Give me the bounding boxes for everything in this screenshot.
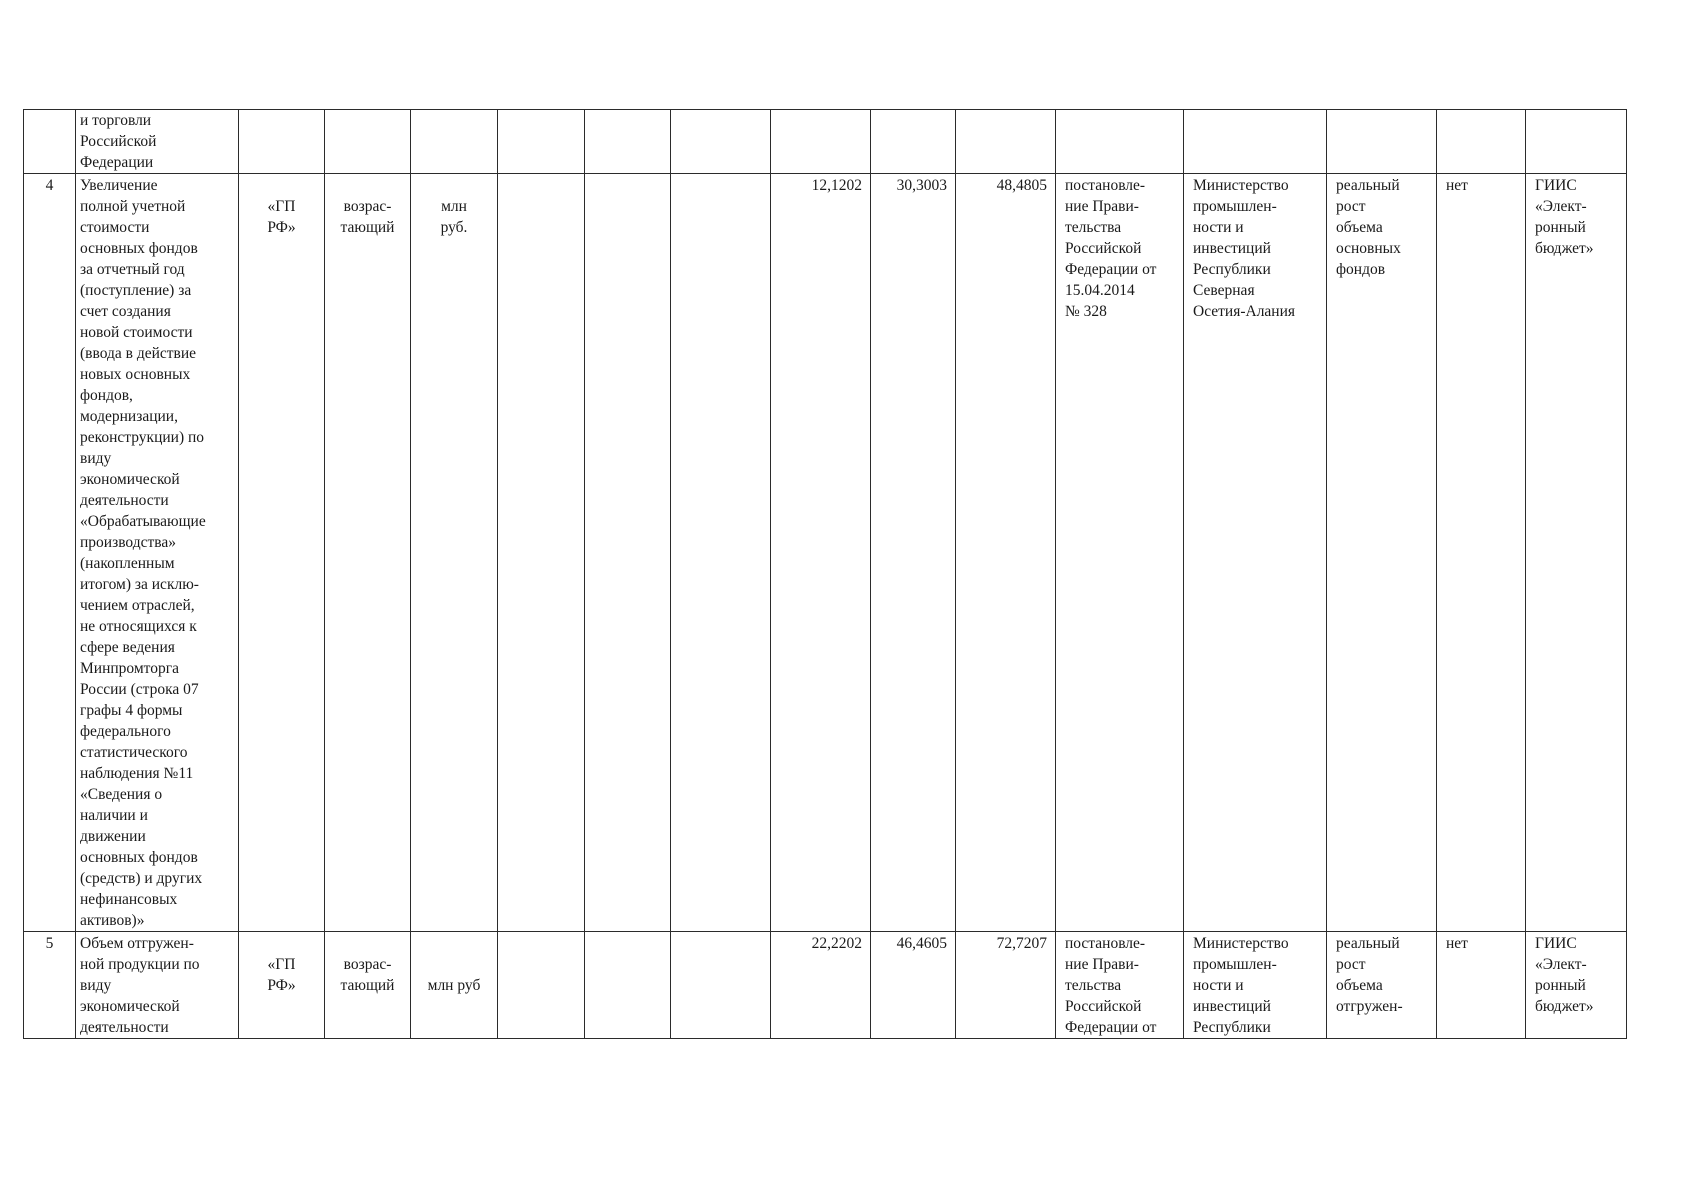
indicator-direction: возрас- тающий <box>325 174 411 932</box>
indicator-source <box>239 110 325 174</box>
indicator-unit: млн руб <box>411 932 498 1039</box>
value-cell: 48,4805 <box>956 174 1056 932</box>
value-cell <box>671 174 771 932</box>
value-cell <box>498 932 585 1039</box>
indicators-table <box>23 109 1627 1039</box>
legal-basis: постановле- ние Прави- тельства Российской Федерации от 15.04.2014 № 328 <box>1056 174 1184 932</box>
value-cell: 12,1202 <box>771 174 871 932</box>
value-cell: 30,3003 <box>871 174 956 932</box>
value-cell <box>871 110 956 174</box>
value-cell <box>771 110 871 174</box>
responsible-body: Министерство промышлен- ности и инвестиций Республики Северная Осетия-Алания <box>1184 174 1327 932</box>
indicator-name: Увеличение полной учетной стоимости основных фондов за отчетный год (поступление) за счет создания новой стоимости (ввода в действие новых основных фондов, модернизации, реконструкции) по виду экономической деятельности «Обрабатывающие производства» (накопленным итогом) за исклю- чением отраслей, не относящихся к сфере ведения Минпромторга России (строка 07 графы 4 формы федерального статистического наблюдения №11 «Сведения о наличии и движении основных фондов (средств) и других нефинансовых активов)» <box>76 174 239 932</box>
value-cell <box>585 932 671 1039</box>
info-system <box>1526 110 1627 174</box>
value-cell <box>498 110 585 174</box>
flag-cell: нет <box>1437 932 1526 1039</box>
expected-result: реальный рост объема основных фондов <box>1327 174 1437 932</box>
legal-basis: постановле- ние Прави- тельства Российской Федерации от <box>1056 932 1184 1039</box>
responsible-body: Министерство промышлен- ности и инвестиций Республики <box>1184 932 1327 1039</box>
expected-result <box>1327 110 1437 174</box>
value-cell <box>585 110 671 174</box>
indicator-name: Объем отгружен- ной продукции по виду экономической деятельности <box>76 932 239 1039</box>
indicator-name: и торговли Российской Федерации <box>76 110 239 174</box>
value-cell <box>671 110 771 174</box>
table-row <box>24 932 1627 1039</box>
value-cell <box>585 174 671 932</box>
expected-result: реальный рост объема отгружен- <box>1327 932 1437 1039</box>
responsible-body <box>1184 110 1327 174</box>
row-number: 4 <box>24 174 76 932</box>
indicator-direction: возрас- тающий <box>325 932 411 1039</box>
table-row <box>24 174 1627 932</box>
value-cell <box>498 174 585 932</box>
indicator-unit <box>411 110 498 174</box>
row-number: 5 <box>24 932 76 1039</box>
indicator-source: «ГП РФ» <box>239 174 325 932</box>
value-cell: 22,2202 <box>771 932 871 1039</box>
flag-cell <box>1437 110 1526 174</box>
value-cell: 46,4605 <box>871 932 956 1039</box>
table-row <box>24 110 1627 174</box>
value-cell <box>671 932 771 1039</box>
info-system: ГИИС «Элект- ронный бюджет» <box>1526 174 1627 932</box>
value-cell <box>956 110 1056 174</box>
legal-basis <box>1056 110 1184 174</box>
info-system: ГИИС «Элект- ронный бюджет» <box>1526 932 1627 1039</box>
indicator-source: «ГП РФ» <box>239 932 325 1039</box>
value-cell: 72,7207 <box>956 932 1056 1039</box>
indicator-unit: млн руб. <box>411 174 498 932</box>
row-number <box>24 110 76 174</box>
flag-cell: нет <box>1437 174 1526 932</box>
indicator-direction <box>325 110 411 174</box>
